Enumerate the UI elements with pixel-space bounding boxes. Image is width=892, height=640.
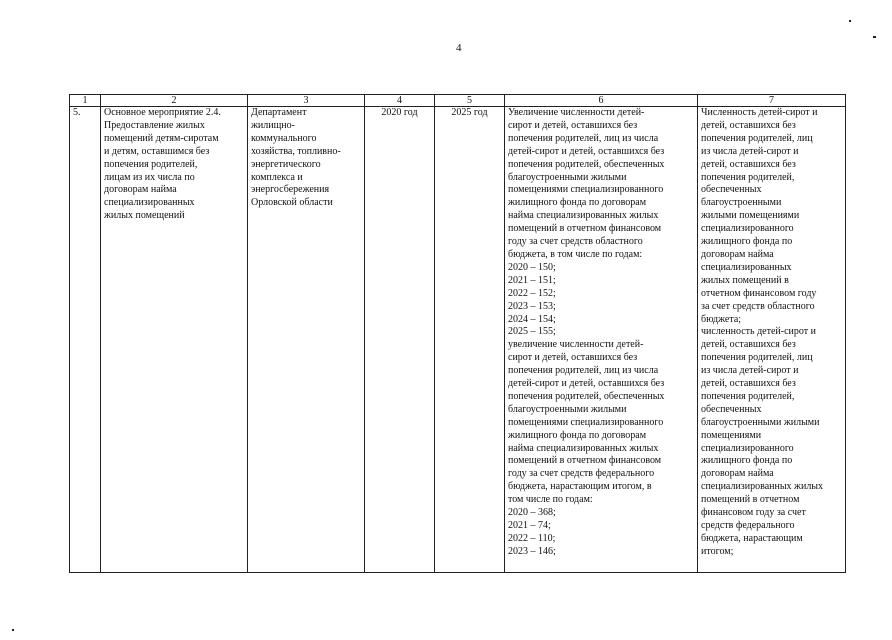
start-year-cell: 2020 год	[365, 107, 435, 573]
cell-text-line: средств федерального	[701, 520, 795, 531]
cell-text-line: детей-сирот и детей, оставшихся без	[508, 378, 665, 390]
cell-text-line: специализированного	[701, 223, 794, 235]
column-header-6: 6	[505, 95, 698, 107]
cell-text-line: 2023 – 153;	[508, 300, 556, 312]
end-year-cell: 2025 год	[435, 107, 505, 573]
cell-text-line: благоустроенными	[701, 197, 782, 209]
cell-text-line: численность детей-сирот и	[701, 326, 816, 338]
cell-text-line: детей, оставшихся без	[701, 158, 796, 170]
cell-text-line: финансовом году за счет	[701, 507, 806, 519]
cell-text-line: найма специализированных жилых	[508, 442, 659, 454]
cell-text-line: попечения родителей, лиц	[701, 352, 813, 364]
cell-text-line: бюджета, в том числе по годам:	[508, 248, 643, 260]
cell-text-line: бюджета, нарастающим итогом, в	[508, 481, 652, 493]
cell-text-line: жилищного фонда по договорам	[508, 197, 647, 209]
cell-text-line: году за счет средств областного	[508, 236, 643, 248]
cell-text-line: благоустроенными жилыми	[508, 403, 627, 415]
cell-text-line: специализированных	[104, 197, 195, 209]
cell-text-line: детей, оставшихся без	[701, 378, 796, 390]
indicator-cell	[698, 107, 846, 573]
cell-text-line: сирот и детей, оставшихся без	[508, 352, 638, 364]
page-number: 4	[456, 42, 462, 54]
cell-text-line: попечения родителей,	[701, 171, 795, 183]
cell-text-line: 2021 – 151;	[508, 274, 556, 286]
cell-text-line: из числа детей-сирот и	[701, 365, 799, 377]
cell-text-line: попечения родителей, лиц	[701, 132, 813, 144]
cell-text-line: жилищного фонда по	[701, 455, 793, 467]
cell-text-line: помещений детям-сиротам	[104, 132, 219, 144]
cell-text-line: из числа детей-сирот и	[701, 145, 799, 157]
column-header-1: 1	[70, 95, 101, 107]
cell-text-line: комплекса и	[251, 171, 303, 183]
column-header-3: 3	[248, 95, 365, 107]
cell-text-line: попечения родителей, лиц из числа	[508, 132, 659, 144]
row-number: 5.	[70, 107, 101, 573]
cell-text-line: коммунального	[251, 132, 317, 144]
cell-text-line: попечения родителей,	[104, 158, 198, 170]
cell-text-line: жилищного фонда по договорам	[508, 429, 647, 441]
cell-text-line: детей, оставшихся без	[701, 119, 796, 131]
cell-text-line: бюджета, нарастающим	[701, 532, 803, 544]
cell-text-line: Основное мероприятие 2.4.	[104, 107, 221, 118]
scan-speck	[849, 20, 851, 22]
cell-text-line: специализированного	[701, 442, 794, 454]
column-header-4: 4	[365, 95, 435, 107]
column-header-5: 5	[435, 95, 505, 107]
cell-text-line: помещениями	[701, 429, 762, 441]
cell-text-line: Увеличение численности детей-	[508, 107, 645, 118]
cell-text-line: специализированных жилых	[701, 481, 824, 493]
table-row	[70, 107, 846, 573]
cell-text-line: помещений в отчетном	[701, 494, 800, 506]
cell-text-line: 2022 – 152;	[508, 287, 556, 299]
cell-text-line: жилищно-	[251, 119, 295, 131]
cell-text-line: жилищного фонда по	[701, 236, 793, 248]
cell-text-line: обеспеченных	[701, 403, 762, 415]
cell-text-line: 2020 – 368;	[508, 507, 556, 519]
cell-text-line: детей, оставшихся без	[701, 339, 796, 351]
cell-text-line: Орловской области	[251, 197, 333, 209]
cell-text-line: помещений в отчетном финансовом	[508, 223, 662, 235]
cell-text-line: попечения родителей, лиц из числа	[508, 365, 659, 377]
cell-text-line: договорам найма	[701, 468, 774, 480]
cell-text-line: попечения родителей, обеспеченных	[508, 390, 665, 402]
cell-text-line: попечения родителей, обеспеченных	[508, 158, 665, 170]
cell-text-line: обеспеченных	[701, 184, 762, 196]
executor-cell	[248, 107, 365, 573]
cell-text-line: детей-сирот и детей, оставшихся без	[508, 145, 665, 157]
cell-text-line: Департамент	[251, 107, 307, 118]
cell-text-line: договорам найма	[104, 184, 177, 196]
cell-text-line: том числе по годам:	[508, 494, 593, 506]
cell-text-line: Предоставление жилых	[104, 119, 205, 131]
cell-text-line: 2025 – 155;	[508, 326, 556, 338]
cell-text-line: хозяйства, топливно-	[251, 145, 341, 157]
cell-text-line: найма специализированных жилых	[508, 210, 659, 222]
cell-text-line: году за счет средств федерального	[508, 468, 655, 480]
cell-text-line: благоустроенными жилыми	[508, 171, 627, 183]
cell-text-line: лицам из их числа по	[104, 171, 195, 183]
plan-table	[69, 94, 846, 573]
header-row	[70, 95, 846, 107]
expected-result-cell	[505, 107, 698, 573]
cell-text-line: помещениями специализированного	[508, 416, 664, 428]
cell-text-line: жилых помещений	[104, 210, 185, 222]
cell-text-line: благоустроенными жилыми	[701, 416, 820, 428]
cell-text-line: 2021 – 74;	[508, 520, 551, 531]
cell-text-line: бюджета;	[701, 313, 742, 325]
scan-speck	[12, 629, 14, 631]
cell-text-line: энергосбережения	[251, 184, 330, 196]
cell-text-line: увеличение численности детей-	[508, 339, 644, 351]
cell-text-line: попечения родителей,	[701, 390, 795, 402]
cell-text-line: отчетном финансовом году	[701, 287, 817, 299]
cell-text-line: сирот и детей, оставшихся без	[508, 119, 638, 131]
scan-speck	[873, 36, 876, 38]
cell-text-line: помещений в отчетном финансовом	[508, 455, 662, 467]
cell-text-line: жилыми помещениями	[701, 210, 800, 222]
cell-text-line: 2024 – 154;	[508, 313, 556, 325]
cell-text-line: 2023 – 146;	[508, 545, 556, 557]
cell-text-line: за счет средств областного	[701, 300, 815, 312]
cell-text-line: 2022 – 110;	[508, 532, 556, 544]
cell-text-line: итогом;	[701, 545, 734, 557]
cell-text-line: и детям, оставшимся без	[104, 145, 210, 157]
column-header-2: 2	[101, 95, 248, 107]
cell-text-line: помещениями специализированного	[508, 184, 664, 196]
cell-text-line: 2020 – 150;	[508, 261, 556, 273]
cell-text-line: специализированных	[701, 261, 792, 273]
cell-text-line: Численность детей-сирот и	[701, 107, 818, 118]
cell-text-line: жилых помещений в	[701, 274, 789, 286]
cell-text-line: договорам найма	[701, 248, 774, 260]
cell-text-line: энергетического	[251, 158, 321, 170]
activity-cell	[101, 107, 248, 573]
column-header-7: 7	[698, 95, 846, 107]
